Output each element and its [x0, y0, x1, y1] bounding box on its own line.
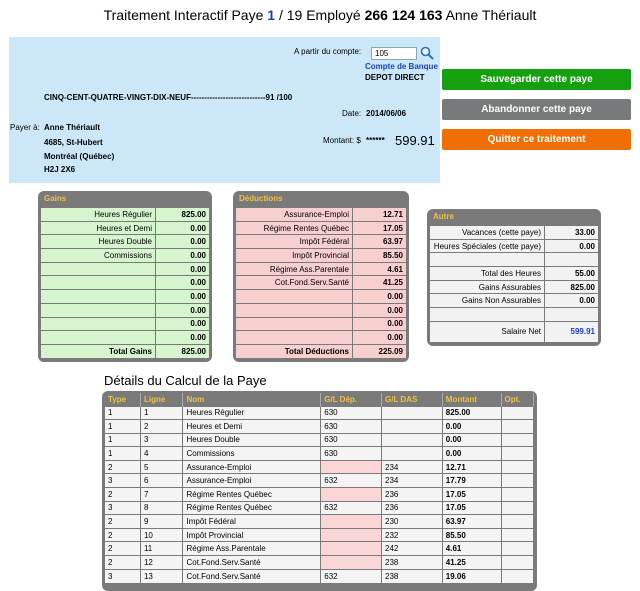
- table-cell: Régime Rentes Québec: [183, 488, 321, 502]
- deduction-row-label: Impôt Provincial: [236, 249, 352, 262]
- gains-row-value: 0.00: [155, 331, 209, 344]
- bank-account-link[interactable]: Compte de Banque: [365, 62, 438, 71]
- table-cell: [501, 501, 533, 515]
- deduction-row-label: Assurance-Emploi: [236, 208, 352, 221]
- details-section-title: Détails du Calcul de la Paye: [104, 373, 267, 388]
- table-cell: 632: [321, 569, 382, 583]
- deduction-row-label: [236, 331, 352, 344]
- table-cell: 17.05: [442, 488, 501, 502]
- gains-table: [41, 207, 209, 359]
- table-cell: 13: [140, 569, 183, 583]
- date-label: Date:: [342, 109, 362, 118]
- table-row[interactable]: [105, 474, 534, 488]
- deduction-row-value: 41.25: [352, 276, 406, 289]
- gains-row: [41, 235, 209, 248]
- other-row: [430, 281, 598, 294]
- deduction-row: [236, 318, 406, 331]
- table-cell: 632: [321, 474, 382, 488]
- details-column-header[interactable]: Montant: [442, 393, 501, 406]
- deduction-row: [236, 276, 406, 289]
- table-cell: 3: [105, 474, 140, 488]
- other-row-label: Salaire Net: [430, 322, 544, 342]
- gains-row: [41, 208, 209, 221]
- deduction-row: [236, 345, 406, 358]
- other-row: [430, 240, 598, 253]
- deduction-row-value: 0.00: [352, 290, 406, 303]
- other-row-label: Vacances (cette paye): [430, 226, 544, 239]
- other-row-value: [544, 308, 598, 321]
- deduction-row-label: Cot.Fond.Serv.Santé: [236, 276, 352, 289]
- table-cell: [321, 556, 382, 570]
- table-cell: 8: [140, 501, 183, 515]
- table-cell: Cot.Fond.Serv.Santé: [183, 556, 321, 570]
- gains-row-label: Heures Double: [41, 235, 155, 248]
- table-cell: Régime Ass.Parentale: [183, 542, 321, 556]
- other-row-label: [430, 308, 544, 321]
- deduction-row-value: 17.05: [352, 222, 406, 235]
- other-row-value: 0.00: [544, 294, 598, 307]
- table-cell: [501, 447, 533, 461]
- employee-name: Anne Thériault: [445, 7, 537, 23]
- amount-in-words: CINQ-CENT-QUATRE-VINGT-DIX-NEUF----------------------------91 /100: [44, 93, 293, 102]
- other-row-label: Heures Spéciales (cette paye): [430, 240, 544, 253]
- table-cell: 4: [140, 447, 183, 461]
- table-cell: 1: [140, 406, 183, 420]
- table-cell: 4.61: [442, 542, 501, 556]
- table-cell: 242: [382, 542, 443, 556]
- table-cell: 2: [105, 556, 140, 570]
- payee-address-line2: Montréal (Québec): [44, 152, 115, 161]
- deduction-row: [236, 208, 406, 221]
- table-cell: 236: [382, 488, 443, 502]
- search-icon[interactable]: [420, 46, 434, 60]
- table-cell: 2: [105, 528, 140, 542]
- amount-label: Montant: $: [323, 136, 361, 145]
- table-cell: [321, 460, 382, 474]
- other-row: [430, 322, 598, 342]
- other-row-value: 55.00: [544, 267, 598, 280]
- gains-row: [41, 263, 209, 276]
- other-title: Autre: [433, 212, 454, 221]
- other-row: [430, 308, 598, 321]
- deduction-row: [236, 222, 406, 235]
- gains-row-value: 0.00: [155, 249, 209, 262]
- deduction-row-label: [236, 290, 352, 303]
- other-row: [430, 226, 598, 239]
- gains-row-value: 0.00: [155, 235, 209, 248]
- table-cell: 12.71: [442, 460, 501, 474]
- gains-row: [41, 276, 209, 289]
- table-cell: 630: [321, 420, 382, 434]
- gains-row-label: Commissions: [41, 249, 155, 262]
- table-cell: 0.00: [442, 433, 501, 447]
- table-cell: 9: [140, 515, 183, 529]
- table-cell: [321, 542, 382, 556]
- table-cell: 85.50: [442, 528, 501, 542]
- table-cell: 232: [382, 528, 443, 542]
- title-separator: / 19 Employé: [278, 7, 361, 23]
- amount-stars: ******: [366, 136, 385, 145]
- deduction-row-value: 0.00: [352, 304, 406, 317]
- deduction-row-label: Total Déductions: [236, 345, 352, 358]
- table-cell: 2: [140, 420, 183, 434]
- table-cell: 230: [382, 515, 443, 529]
- table-row[interactable]: [105, 542, 534, 556]
- gains-row-label: Heures et Demi: [41, 222, 155, 235]
- quit-processing-button[interactable]: Quitter ce traitement: [442, 129, 631, 150]
- abandon-pay-button[interactable]: Abandonner cette paye: [442, 99, 631, 120]
- table-cell: 1: [105, 433, 140, 447]
- gains-row: [41, 318, 209, 331]
- table-row[interactable]: [105, 460, 534, 474]
- deduction-row-label: [236, 304, 352, 317]
- table-cell: Régime Rentes Québec: [183, 501, 321, 515]
- table-cell: 825.00: [442, 406, 501, 420]
- other-row-label: Gains Non Assurables: [430, 294, 544, 307]
- table-row[interactable]: [105, 501, 534, 515]
- deductions-title: Déductions: [239, 194, 283, 203]
- other-row-value: 825.00: [544, 281, 598, 294]
- deduction-row-label: Régime Rentes Québec: [236, 222, 352, 235]
- deduction-row: [236, 331, 406, 344]
- table-cell: 0.00: [442, 420, 501, 434]
- table-cell: 3: [105, 501, 140, 515]
- deduction-row-label: [236, 318, 352, 331]
- table-cell: 5: [140, 460, 183, 474]
- table-cell: 3: [140, 433, 183, 447]
- table-cell: 19.06: [442, 569, 501, 583]
- gains-row-value: 0.00: [155, 263, 209, 276]
- gains-row-label: [41, 276, 155, 289]
- gains-row-value: 0.00: [155, 318, 209, 331]
- table-cell: 630: [321, 447, 382, 461]
- details-table: [105, 393, 534, 583]
- page-title: [0, 7, 640, 23]
- deductions-table: [236, 207, 406, 359]
- other-row-value: 0.00: [544, 240, 598, 253]
- table-cell: 41.25: [442, 556, 501, 570]
- table-cell: 10: [140, 528, 183, 542]
- details-column-header[interactable]: G/L Dép.: [321, 393, 382, 406]
- table-cell: 63.97: [442, 515, 501, 529]
- table-cell: [382, 420, 443, 434]
- gains-row-label: Heures Régulier: [41, 208, 155, 221]
- table-cell: Heures Régulier: [183, 406, 321, 420]
- gains-row: [41, 290, 209, 303]
- table-cell: [501, 528, 533, 542]
- gains-row: [41, 304, 209, 317]
- table-cell: 7: [140, 488, 183, 502]
- details-column-header[interactable]: G/L DAS: [382, 393, 443, 406]
- table-cell: Assurance-Emploi: [183, 474, 321, 488]
- gains-row-label: Total Gains: [41, 345, 155, 358]
- table-cell: [501, 406, 533, 420]
- payment-method: DEPOT DIRECT: [365, 73, 425, 82]
- table-cell: [382, 406, 443, 420]
- details-column-header[interactable]: Opt.: [501, 393, 533, 406]
- table-cell: [501, 515, 533, 529]
- details-column-header[interactable]: Type: [105, 393, 140, 406]
- from-account-label: A partir du compte:: [294, 47, 362, 56]
- table-cell: 234: [382, 460, 443, 474]
- deduction-row: [236, 304, 406, 317]
- table-cell: Assurance-Emploi: [183, 460, 321, 474]
- table-cell: 632: [321, 501, 382, 515]
- save-pay-button[interactable]: Sauvegarder cette paye: [442, 69, 631, 90]
- employee-number: 266 124 163: [364, 7, 443, 23]
- deduction-row-value: 63.97: [352, 235, 406, 248]
- payee-address-line1: 4685, St-Hubert: [44, 138, 103, 147]
- table-row[interactable]: [105, 569, 534, 583]
- table-row[interactable]: [105, 420, 534, 434]
- table-cell: 1: [105, 420, 140, 434]
- deduction-row-value: 0.00: [352, 318, 406, 331]
- gains-row-value: 825.00: [155, 208, 209, 221]
- table-cell: 3: [105, 569, 140, 583]
- deduction-row: [236, 235, 406, 248]
- details-panel: [102, 391, 537, 591]
- table-cell: 630: [321, 406, 382, 420]
- table-row[interactable]: [105, 433, 534, 447]
- deduction-row-value: 12.71: [352, 208, 406, 221]
- gains-row-label: [41, 318, 155, 331]
- deduction-row-value: 0.00: [352, 331, 406, 344]
- table-cell: Cot.Fond.Serv.Santé: [183, 569, 321, 583]
- table-cell: Impôt Provincial: [183, 528, 321, 542]
- payee-postal-code: H2J 2X6: [44, 165, 76, 174]
- table-cell: [501, 420, 533, 434]
- other-row-value: 33.00: [544, 226, 598, 239]
- deduction-row-value: 225.09: [352, 345, 406, 358]
- table-cell: [321, 515, 382, 529]
- other-row-label: [430, 253, 544, 266]
- gains-title: Gains: [44, 194, 67, 203]
- table-cell: [321, 488, 382, 502]
- deductions-panel: [233, 191, 409, 362]
- table-cell: 6: [140, 474, 183, 488]
- other-row-label: Total des Heures: [430, 267, 544, 280]
- gains-row-label: [41, 331, 155, 344]
- table-cell: 11: [140, 542, 183, 556]
- gains-panel: [38, 191, 212, 362]
- other-row: [430, 294, 598, 307]
- table-row[interactable]: [105, 556, 534, 570]
- other-row-label: Gains Assurables: [430, 281, 544, 294]
- table-cell: 0.00: [442, 447, 501, 461]
- table-cell: 236: [382, 501, 443, 515]
- table-cell: 2: [105, 460, 140, 474]
- other-row: [430, 253, 598, 266]
- date-value: 2014/06/06: [366, 109, 407, 118]
- table-row[interactable]: [105, 406, 534, 420]
- gains-row: [41, 249, 209, 262]
- deduction-row: [236, 290, 406, 303]
- gains-row: [41, 345, 209, 358]
- table-cell: Impôt Fédéral: [183, 515, 321, 529]
- gains-row-label: [41, 263, 155, 276]
- other-table: [430, 225, 598, 343]
- gains-row-value: 0.00: [155, 304, 209, 317]
- table-row[interactable]: [105, 447, 534, 461]
- table-cell: 238: [382, 569, 443, 583]
- table-cell: 238: [382, 556, 443, 570]
- table-cell: 1: [105, 447, 140, 461]
- payee-label: Payer à:: [10, 123, 40, 132]
- other-row-value: 599.91: [544, 322, 598, 342]
- other-row-value: [544, 253, 598, 266]
- table-cell: Commissions: [183, 447, 321, 461]
- table-cell: [382, 433, 443, 447]
- gains-row-value: 0.00: [155, 222, 209, 235]
- deduction-row-label: Régime Ass.Parentale: [236, 263, 352, 276]
- gains-row-value: 0.00: [155, 276, 209, 289]
- details-column-header[interactable]: Nom: [183, 393, 321, 406]
- table-cell: [501, 433, 533, 447]
- table-cell: 234: [382, 474, 443, 488]
- table-cell: [501, 569, 533, 583]
- title-prefix: Traitement Interactif Paye: [103, 7, 264, 23]
- details-column-header[interactable]: Ligne: [140, 393, 183, 406]
- table-cell: 2: [105, 542, 140, 556]
- deduction-row-value: 85.50: [352, 249, 406, 262]
- table-cell: [501, 460, 533, 474]
- table-cell: Heures Double: [183, 433, 321, 447]
- table-cell: [382, 447, 443, 461]
- table-cell: [501, 556, 533, 570]
- deduction-row: [236, 263, 406, 276]
- table-row[interactable]: [105, 515, 534, 529]
- gains-row: [41, 331, 209, 344]
- amount-value: 599.91: [395, 133, 435, 148]
- payee-name: Anne Thériault: [44, 123, 101, 132]
- gains-row-label: [41, 290, 155, 303]
- gains-row: [41, 222, 209, 235]
- table-cell: 2: [105, 515, 140, 529]
- other-row: [430, 267, 598, 280]
- table-cell: [501, 474, 533, 488]
- deduction-row-label: Impôt Fédéral: [236, 235, 352, 248]
- table-cell: 17.79: [442, 474, 501, 488]
- table-row[interactable]: [105, 528, 534, 542]
- gains-row-value: 825.00: [155, 345, 209, 358]
- table-cell: 2: [105, 488, 140, 502]
- table-row[interactable]: [105, 488, 534, 502]
- gains-row-label: [41, 304, 155, 317]
- gains-row-value: 0.00: [155, 290, 209, 303]
- table-cell: 1: [105, 406, 140, 420]
- table-cell: 17.05: [442, 501, 501, 515]
- table-cell: 12: [140, 556, 183, 570]
- other-panel: [427, 209, 601, 346]
- table-cell: [501, 542, 533, 556]
- cheque-panel: [9, 37, 440, 183]
- deduction-row: [236, 249, 406, 262]
- deduction-row-value: 4.61: [352, 263, 406, 276]
- table-cell: [501, 488, 533, 502]
- table-cell: 630: [321, 433, 382, 447]
- account-input[interactable]: [371, 47, 417, 60]
- table-cell: Heures et Demi: [183, 420, 321, 434]
- table-cell: [321, 528, 382, 542]
- pay-number: 1: [267, 7, 276, 23]
